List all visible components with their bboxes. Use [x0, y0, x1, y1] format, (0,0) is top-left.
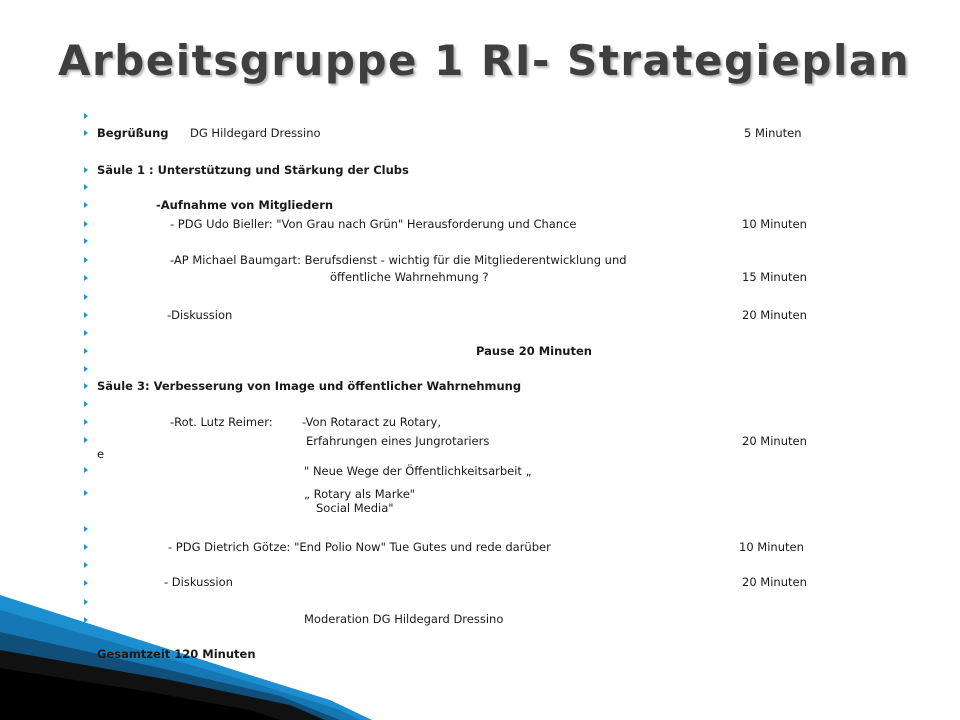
pause: Pause 20 Minuten [476, 344, 592, 358]
bullet-marker [84, 330, 88, 336]
reimer-speaker: -Rot. Lutz Reimer: [170, 415, 273, 429]
bullet-marker [84, 221, 88, 227]
begruessung-label: Begrüßung [97, 126, 169, 140]
bullet-marker [84, 580, 88, 586]
bullet-marker [84, 202, 88, 208]
diskussion-1: -Diskussion [167, 308, 233, 322]
bullet-marker [84, 366, 88, 372]
bullet-marker [84, 167, 88, 173]
bullet-marker [84, 184, 88, 190]
saeule-1-heading: Säule 1 : Unterstützung und Stärkung der Clubs [97, 163, 409, 177]
goetze-time: 10 Minuten [739, 540, 804, 554]
aufnahme-heading: -Aufnahme von Mitgliedern [156, 198, 334, 212]
bullet-marker [84, 275, 88, 281]
saeule-3-heading: Säule 3: Verbesserung von Image und öffentlicher Wahrnehmung [97, 379, 522, 393]
bullet-marker [84, 348, 88, 354]
bullet-marker [84, 526, 88, 532]
bullet-marker [84, 257, 88, 263]
baumgart-talk-continued: öffentliche Wahrnehmung ? [330, 270, 489, 284]
slide-title: Arbeitsgruppe 1 RI- Strategieplan [58, 36, 911, 85]
bieller-talk: - PDG Udo Bieller: "Von Grau nach Grün" Herausforderung und Chance [170, 217, 577, 231]
bullet-marker [84, 599, 88, 605]
begruessung-time: 5 Minuten [744, 126, 802, 140]
bullet-marker [84, 490, 88, 496]
bullet-marker [84, 130, 88, 136]
baumgart-talk: -AP Michael Baumgart: Berufsdienst - wichtig für die Mitgliederentwicklung und [170, 253, 627, 267]
bullet-marker [84, 401, 88, 407]
rotary-marke: „ Rotary als Marke" [304, 487, 416, 501]
diskussion-1-time: 20 Minuten [742, 308, 807, 322]
bullet-marker [84, 617, 88, 623]
begruessung-speaker: DG Hildegard Dressino [190, 126, 321, 140]
social-media: Social Media" [316, 501, 394, 515]
diskussion-2-time: 20 Minuten [742, 575, 807, 589]
baumgart-time: 15 Minuten [742, 270, 807, 284]
bullet-marker [84, 312, 88, 318]
wrapped-letter: e [97, 447, 105, 461]
gesamtzeit: Gesamtzeit 120 Minuten [97, 647, 256, 661]
goetze-talk: - PDG Dietrich Götze: "End Polio Now" Tue Gutes und rede darüber [168, 540, 551, 554]
bullet-marker [84, 437, 88, 443]
bullet-marker [84, 238, 88, 244]
bieller-time: 10 Minuten [742, 217, 807, 231]
neue-wege: " Neue Wege der Öffentlichkeitsarbeit „ [304, 464, 532, 478]
bullet-marker [84, 562, 88, 568]
bullet-marker [84, 113, 88, 119]
bullet-marker [84, 294, 88, 300]
bullet-marker [84, 467, 88, 473]
reimer-topic: -Von Rotaract zu Rotary, [302, 415, 441, 429]
reimer-time: 20 Minuten [742, 434, 807, 448]
diskussion-2: - Diskussion [164, 575, 233, 589]
moderation: Moderation DG Hildegard Dressino [304, 612, 504, 626]
bullet-marker [84, 383, 88, 389]
reimer-subtopic: Erfahrungen eines Jungrotariers [306, 434, 490, 448]
bullet-marker [84, 544, 88, 550]
bullet-marker [84, 419, 88, 425]
